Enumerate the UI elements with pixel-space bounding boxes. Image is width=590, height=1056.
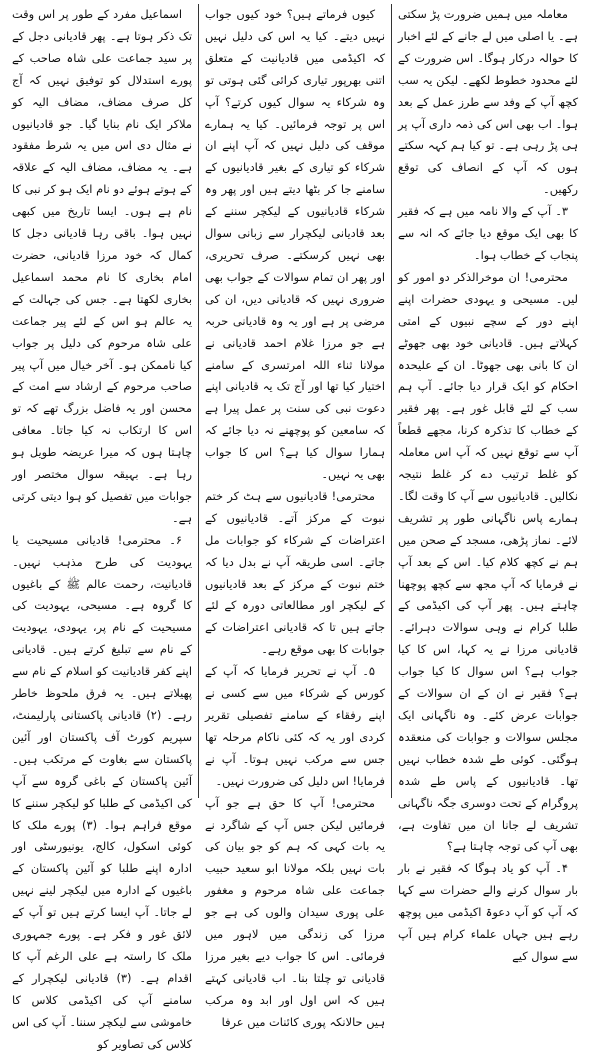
paragraph: محترمی! ان موخرالذکر دو امور کو لیں۔ مسیحی و یہودی حضرات اپنے اپنے دور کے سچے نبیوں کے امتی کہلاتے ہیں۔ قادیانی خود بھی جھوٹے ان کا بانی بھی جھوٹا۔ ان کے علیحدہ احکام کو ایک قرار دیا جائے۔ آپ ہم سب کے لئے قابل غور ہے۔ پھر فقیر کے خطاب کا تذکرہ کرنا، مجھے قطعاً آپ سے توقع نہیں کہ آپ اس معاملہ کو غلط ترتیب دے کر غلط نتیجہ نکالیں۔ قادیانیوں سے آپ کا وقت لگا۔ ہمارے پاس ناگہانی طور پر تشریف لائے۔ نماز پڑھی، مسجد کے صحن میں ہم نے کچھ کلام کیا۔ اس کے بعد آپ نے فرمایا کہ آپ مجھ سے کچھ پوچھنا چاہتے ہیں۔ پھر آپ کی اکیڈمی کے طلبا کرام نے وہی سوالات دہرائے۔ قادیانی مرزا نے یہ کہا، اس کا کیا جواب ہے؟ اس سوال کا کیا جواب ہے؟ فقیر نے ان کے ان سوالات کے جوابات عرض کئے۔ وہ ناگہانی ایک مجلس سوالات و جوابات کی منعقدہ ہوگئی۔ کوئی طے شدہ خطاب نہیں تھا۔ قادیانیوں کے پاس طے شدہ پروگرام کے تحت دوسری جگہ ناگہانی تشریف لے جانا ان میں تفاوت ہے، بھی آپ کی توجہ چاہتا ہے؟ (398, 269, 578, 854)
paragraph: محترمی! آپ کا حق ہے جو آپ فرمائیں لیکن جس آپ کے شاگرد نے یہ بات کہی کہ ہم کو جو بیان کی بات نہیں بلکہ مولانا ابو سعید حبیب جماعت علی شاہ مرحوم و مغفور علی پوری سیدان والوں کی ہے جو مرزا کی زندگی میں لاہور میں فرمائی۔ اس کا جواب دیے بغیر مرزا قادیانی تو چلتا بنا۔ اب قادیانی کہتے ہیں کہ اس اول اور ابد وہ مرکب ہیں حالانکہ پوری کائنات میں عرفا (205, 795, 385, 1029)
paragraph: معاملہ میں ہمیں ضرورت پڑ سکتی ہے۔ یا اصلی میں لے جانے کے لئے اخبار کا حوالہ درکار ہوگا۔ اس ضرورت کے لئے محدود خطوط لکھے۔ لیکن یہ سب کچھ آپ کے وفد سے طرز عمل کے بعد ہوا۔ اب بھی اس کی ذمہ داری آپ پر ہی پڑ رہی ہے۔ تو کیا ہم کہہ سکتے ہوں کہ آپ کے انصاف کی توقع رکھیں۔ (398, 7, 578, 197)
paragraph: ۳۔ آپ کے والا نامہ میں ہے کہ فقیر کا بھی ایک موقع دیا جائے کہ انہ سے پنجاب کے خطاب ہوا۔ (398, 204, 578, 262)
paragraph: اسماعیل مفرد کے طور پر اس وقت تک ذکر ہوتا ہے۔ پھر قادیانی دجل کے پر سید جماعت علی شاہ صاحب کے پورے استدلال کو توفیق نہیں کہ آج کل صرف مضاف، مضاف الیہ کو ملاکر ایک نام بنایا گیا۔ جو قادیانیوں نے مثال دی اس میں یہ شرط مفقود ہے۔ یہ مضاف، مضاف الیہ کے علاقہ کے ہوتے ہوئے دو نام ایک ہو کر نبی کا نام ہے ہوں۔ ایسا تاریخ میں کبھی نہیں ہوا۔ باقی رہا قادیانی دجل کا کمال کہ خود مرزا قادیانی، حضرت امام بخاری کا نام محمد اسماعیل بخاری لکھتا ہے۔ جس کی جہالت کے یہ عالم ہو اس کے لئے پیر جماعت علی شاہ مرحوم کی دلیل پر جواب کیا ناممکن ہو۔ آخر خیال میں آپ پیر صاحب مرحوم کے ارشاد سے امت کے محسن اور یہ فاضل بزرگ تھے کہ تو اس کا ارتکاب نہ کیا جاتا۔ معافی چاہتا ہوں کہ میرا عریضہ طویل ہو رہا ہے۔ بہیقہ سوال مختصر اور جوابات میں تفصیل کو ہوا دیتی کرتی ہے۔ (12, 7, 192, 525)
paragraph: کیوں فرماتے ہیں؟ خود کیوں جواب نہیں دیتے۔ کیا یہ اس کی دلیل نہیں کہ اکیڈمی میں قادیانیت کے متعلق اتنی بھرپور تیاری کرائی گئی ہوتی تو وہ شرکاء یہ سوال کیوں کرتے؟ آپ اس پر توجہ فرمائیں۔ کیا یہ ہمارے موقف کی دلیل نہیں کہ آپ اپنے ان شرکاء کو تیاری کے بغیر قادیانیوں کے سامنے جا کر بٹھا دیتے ہیں اور پھر وہ شرکاء قادیانیوں کے لیکچر سننے کے بعد قادیانی لیکچرار سے زبانی سوال بھی نہیں کرسکتے۔ صرف تحریری، اور پھر ان تمام سوالات کے جواب بھی ضروری نہیں کہ قادیانی دیں، ان کی مرضی پر ہے اور یہ وہ قادیانی حربہ ہے جو مرزا غلام احمد قادیانی نے مولانا ثناء اللہ امرتسری کے سامنے اختیار کیا تھا اور آج تک یہ قادیانی اپنے دعوت نبی کی سنت پر عمل پیرا ہے کہ سامعین کو پوچھنے نہ دیا جائے کہ ہمارا سوال کیا ہے؟ اس کا جواب بھی یہ نہیں۔ (205, 7, 385, 482)
text-column-left (6, 4, 199, 1051)
paragraph: ۴۔ آپ کو یاد ہوگا کہ فقیر نے بار بار سوال کرنے والے حضرات سے کہا کہ آپ کو آپ دعوۃ اکیڈمی میں پوچھ رہے ہیں جہاں علماء کرام ہیں آپ سے سوال کیے (398, 861, 578, 963)
paragraph: محترمی! قادیانیوں سے ہٹ کر ختم نبوت کے مرکز آتے۔ قادیانیوں کے اعتراضات کے شرکاء کو جوابات مل جاتے۔ اسی طریقہ آپ نے بدل دیا کہ ختم نبوت کے مرکز کے بعد قادیانیوں کے لیکچر اور مطالعاتی دورہ کے لئے جاتے ہیں تا کہ قادیانی اعتراضات کے جوابات کا بھی موقع رہے۔ (205, 488, 385, 657)
text-column-right (392, 4, 584, 963)
paragraph: ۶۔ محترمی! قادیانی مسیحیت یا یہودیت کی طرح مذہب نہیں۔ قادیانیت، رحمت عالم ﷺ کے باغیوں کا گروہ ہے۔ مسیحی، یہودیت کی مسیحیت کے نام پر، یہودی، یہودیت کے نام سے تبلیغ کرتے ہیں۔ قادیانی اپنے کفر قادیانیت کو اسلام کے نام سے پھیلاتے ہیں۔ یہ فرق ملحوظ خاطر رہے۔ (۲) قادیانی پاکستانی پارلیمنٹ، سپریم کورٹ آف پاکستان اور آئین پاکستان سے بغاوت کے مرتکب ہیں۔ آئین پاکستان کے باغی گروہ سے آپ کی اکیڈمی کے طلبا کو لیکچر سننے کا موقع فراہم ہوا۔ (۳) پورے ملک کا کوئی اسکول، کالج، یونیورسٹی اور ادارہ اپنے طلبا کو آئین پاکستان کے باغیوں کے ادارہ میں لیکچر لینے نہیں لے جاتا۔ آپ ایسا کرتے ہیں تو آپ کے لائق غور و فکر ہے۔ پورے جمہوری ملک کا راستہ ہے علی الرغم آپ کا اقدام ہے۔ (۳) قادیانی لیکچرار کے سامنے آپ کی اکیڈمی کلاس کا خاموشی سے لیکچر سننا۔ آپ کی اس کلاس کی تصاویر کو (12, 532, 193, 1051)
paragraph: ۵۔ آپ نے تحریر فرمایا کہ آپ کے کورس کے شرکاء میں سے کسی نے اپنے رفقاء کے سامنے تفصیلی تقریر کردی اور یہ کہ کئی ناکام مرحلہ تھا جس سے مرکب نہیں ہوتا۔ آپ نے فرمایا! اس دلیل کی ضرورت نہیں۔ (205, 664, 385, 788)
text-column-middle (199, 4, 392, 1029)
